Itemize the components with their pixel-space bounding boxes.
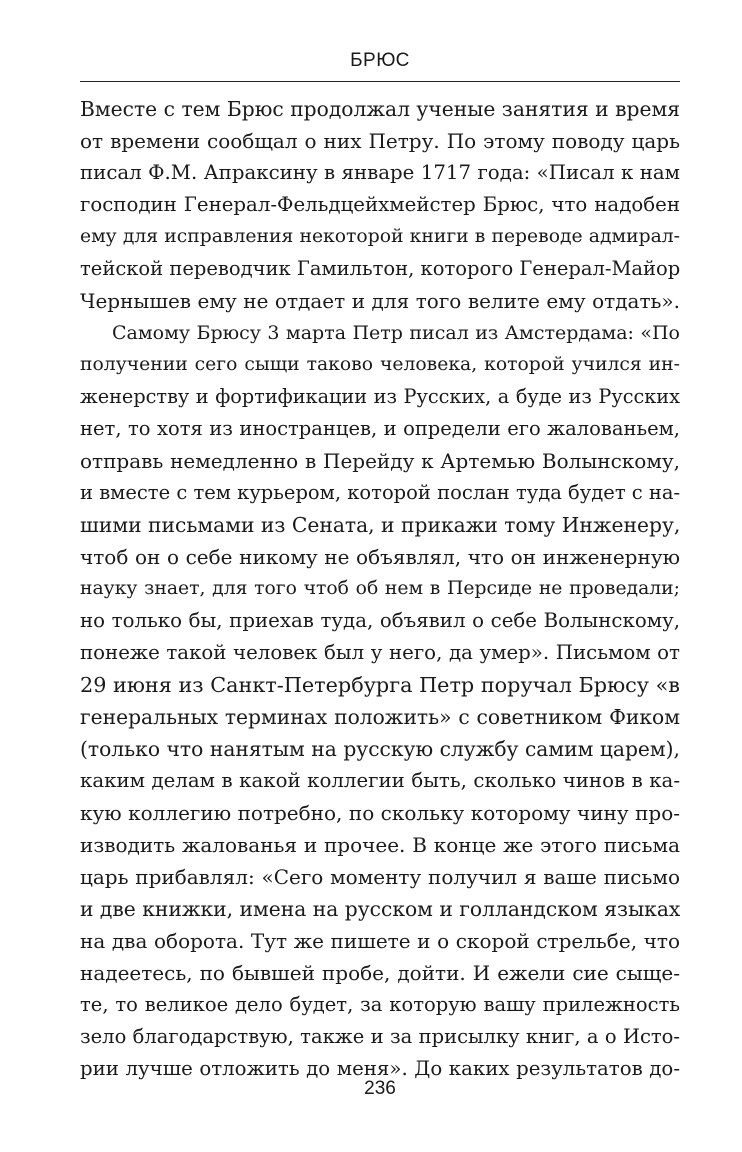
text-line: чтоб он о себе никому не объявлял, что он инженерную (80, 545, 680, 569)
text-line: тейской переводчик Гамильтон, которого Генерал-Майор (80, 257, 680, 280)
text-line: писал Ф.М. Апраксину в январе 1717 года: «Писал к нам (80, 161, 680, 184)
text-line: нет, то хотя из иностранцев, и определи его жалованьем, (80, 417, 680, 440)
text-line: от времени сообщал о них Петру. По этому поводу царь (80, 129, 680, 153)
text-line: но только бы, приехав туда, объявил о себе Волынскому, (80, 609, 680, 632)
text-line: каким делам в какой коллегии быть, сколько чинов в ка- (80, 769, 680, 792)
text-line: шими письмами из Сената, и прикажи тому Инженеру, (80, 513, 680, 537)
text-line: генеральных терминах положить» с советником Фиком (80, 705, 680, 729)
text-line: женерству и фортификации из Русских, а буде из Русских (80, 385, 680, 408)
text-line: отправь немедленно в Перейду к Артемью Волынскому, (80, 449, 680, 473)
text-line: Вместе с тем Брюс продолжал ученые занятия и время (80, 97, 680, 121)
text-line: (только что нанятым на русскую службу самим царем), (80, 737, 680, 761)
text-line: и вместе с тем курьером, которой послан туда будет с на- (80, 481, 680, 504)
text-line: господин Генерал-Фельдцейхмейстер Брюс, что надобен (80, 193, 680, 216)
text-line: изводить жалованья и прочее. В конце же этого письма (80, 833, 680, 857)
text-line: зело благодарствую, также и за присылку книг, а о Исто- (80, 1025, 680, 1048)
header-rule (80, 81, 680, 82)
text-line: науку знает, для того чтоб об нем в Персиде не проведали; (80, 578, 680, 599)
text-line: кую коллегию потребно, по скольку которому чину про- (80, 801, 680, 825)
text-line: надеетесь, по бывшей пробе, дойти. И ежели сие сыще- (80, 961, 680, 985)
running-head: БРЮС (350, 50, 410, 71)
text-line: и две книжки, имена на русском и голландском языках (80, 897, 680, 921)
text-line: ему для исправления некоторой книги в переводе адмирал- (80, 226, 680, 247)
text-line: Чернышев ему не отдает и для того велите ему отдать». (80, 289, 680, 313)
text-line: царь прибавлял: «Сего моменту получил я ваше письмо (80, 865, 680, 889)
text-line: рии лучше отложить до меня». До каких результатов до- (80, 1057, 680, 1080)
text-line: те, то великое дело будет, за которую вашу прилежность (80, 993, 680, 1016)
text-line: Самому Брюсу 3 марта Петр писал из Амстердама: «По (112, 322, 680, 344)
text-line: на два оборота. Тут же пишете и о скорой стрельбе, что (80, 929, 680, 953)
body-text (80, 93, 680, 1085)
text-line: получении сего сыщи таково человека, которой учился ин- (80, 354, 680, 375)
page-number: 236 (364, 1078, 396, 1099)
text-line: 29 июня из Санкт-Петербурга Петр поручал Брюсу «в (80, 673, 680, 697)
text-line: понеже такой человек был у него, да умер». Письмом от (80, 641, 680, 664)
